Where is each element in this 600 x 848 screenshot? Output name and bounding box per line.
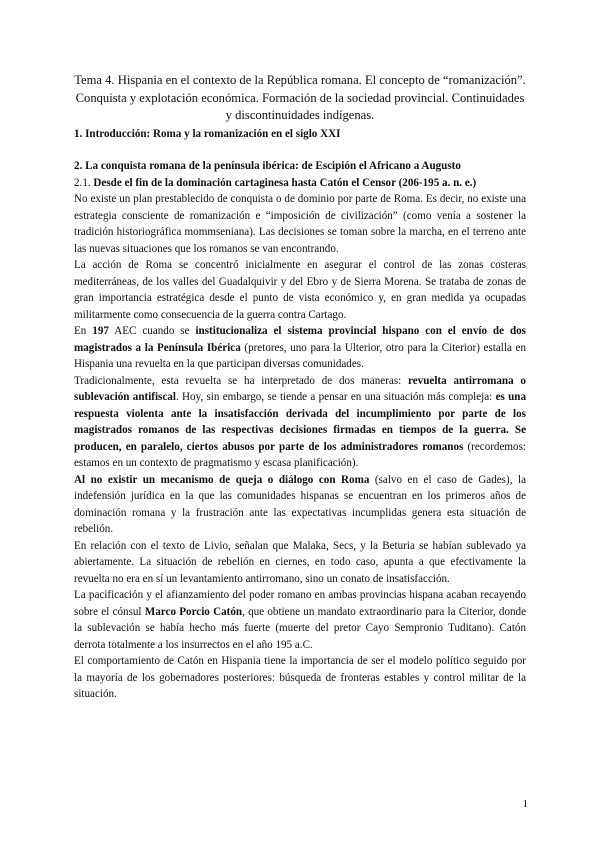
heading-section-2-1-number: 2.1. [74,176,91,189]
document-body [74,72,526,703]
paragraph-3: En 197 AEC cuando se institucionaliza el sistema provincial hispano con el envío de dos magistrados a la Península Ibérica (pretores, uno para la Ulterior, otro para la Citerior) estalla en Hispania una revuelta en la que participan diversas comunidades. [74,325,526,370]
paragraph-4: Tradicionalmente, esta revuelta se ha interpretado de dos maneras: revuelta antirromana o sublevación antifiscal. Hoy, sin embargo, se tiende a pensar en una situación más compleja: es una respuesta violenta ante la insatisfacción derivada del incumplimiento por parte de los magistrados romanos de las respectivas decisiones firmadas en tiempos de la guerra. Se producen, en paralelo, ciertos abusos por parte de los administradores romanos (recordemos: estamos en un contexto de pragmatismo y escasa planificación). [74,374,526,469]
document-title: Tema 4. Hispania en el contexto de la República romana. El concepto de “romanización”. Conquista y explotación económica. Formación de la sociedad provincial. Continuidades y discontinuidades indígenas. [74,73,526,122]
blank-line [74,142,526,158]
page-number: 1 [522,798,528,810]
heading-section-1: 1. Introducción: Roma y la romanización en el siglo XXI [74,127,341,140]
paragraph-8: El comportamiento de Catón en Hispania tiene la importancia de ser el modelo político seguido por la mayoría de los gobernadores posteriores: búsqueda de fronteras estables y control militar de la situación. [74,655,526,700]
paragraph-2: La acción de Roma se concentró inicialmente en asegurar el control de las zonas costeras mediterráneas, de los valles del Guadalquivir y del Ebro y de Sierra Morena. Se trataba de zonas de gran importancia estratégica desde el punto de vista económico y, en gran medida ya ocupadas militarmente como consecuencia de la guerra contra Cartago. [74,259,526,321]
heading-section-2: 2. La conquista romana de la península ibérica: de Escipión el Africano a Augusto [74,160,461,172]
paragraph-5: Al no existir un mecanismo de queja o diálogo con Roma (salvo en el caso de Gades), la indefensión jurídica en la que las comunidades hispanas se encuentran en los primeros años de dominación romana y la frustración ante las expectativas incumplidas genera esta situación de rebelión. [74,473,526,535]
paragraph-7: La pacificación y el afianzamiento del poder romano en ambas provincias hispana acaban recayendo sobre el cónsul Marco Porcio Catón, que obtiene un mandato extraordinario para la Citerior, donde la sublevación se había hecho más fuerte (muerte del pretor Cayo Sempronio Tuditano). Catón derrota totalmente a los insurrectos en el año 195 a.C. [74,589,527,651]
paragraph-6: En relación con el texto de Livio, señalan que Malaka, Secs, y la Beturia se habían sublevado ya abiertamente. La situación de rebelión en ciernes, en todo caso, apunta a que efectivamente la revuelta no era en sí un levantamiento antirromano, sino un conato de insatisfacción. [74,539,526,585]
paragraph-1: No existe un plan prestablecido de conquista o de dominio por parte de Roma. Es decir, no existe una estrategia consciente de romanización e “imposición de civilización” (como venía a sostener la tradición historiográfica mommseniana). Las decisiones se toman sobre la marcha, en el terreno ante las nuevas situaciones que los romanos se van encontrando. [74,193,526,255]
heading-section-2-1-title: Desde el fin de la dominación cartaginesa hasta Catón el Censor (206-195 a. n. e.) [93,176,477,189]
heading-section-2-1 [74,175,526,192]
